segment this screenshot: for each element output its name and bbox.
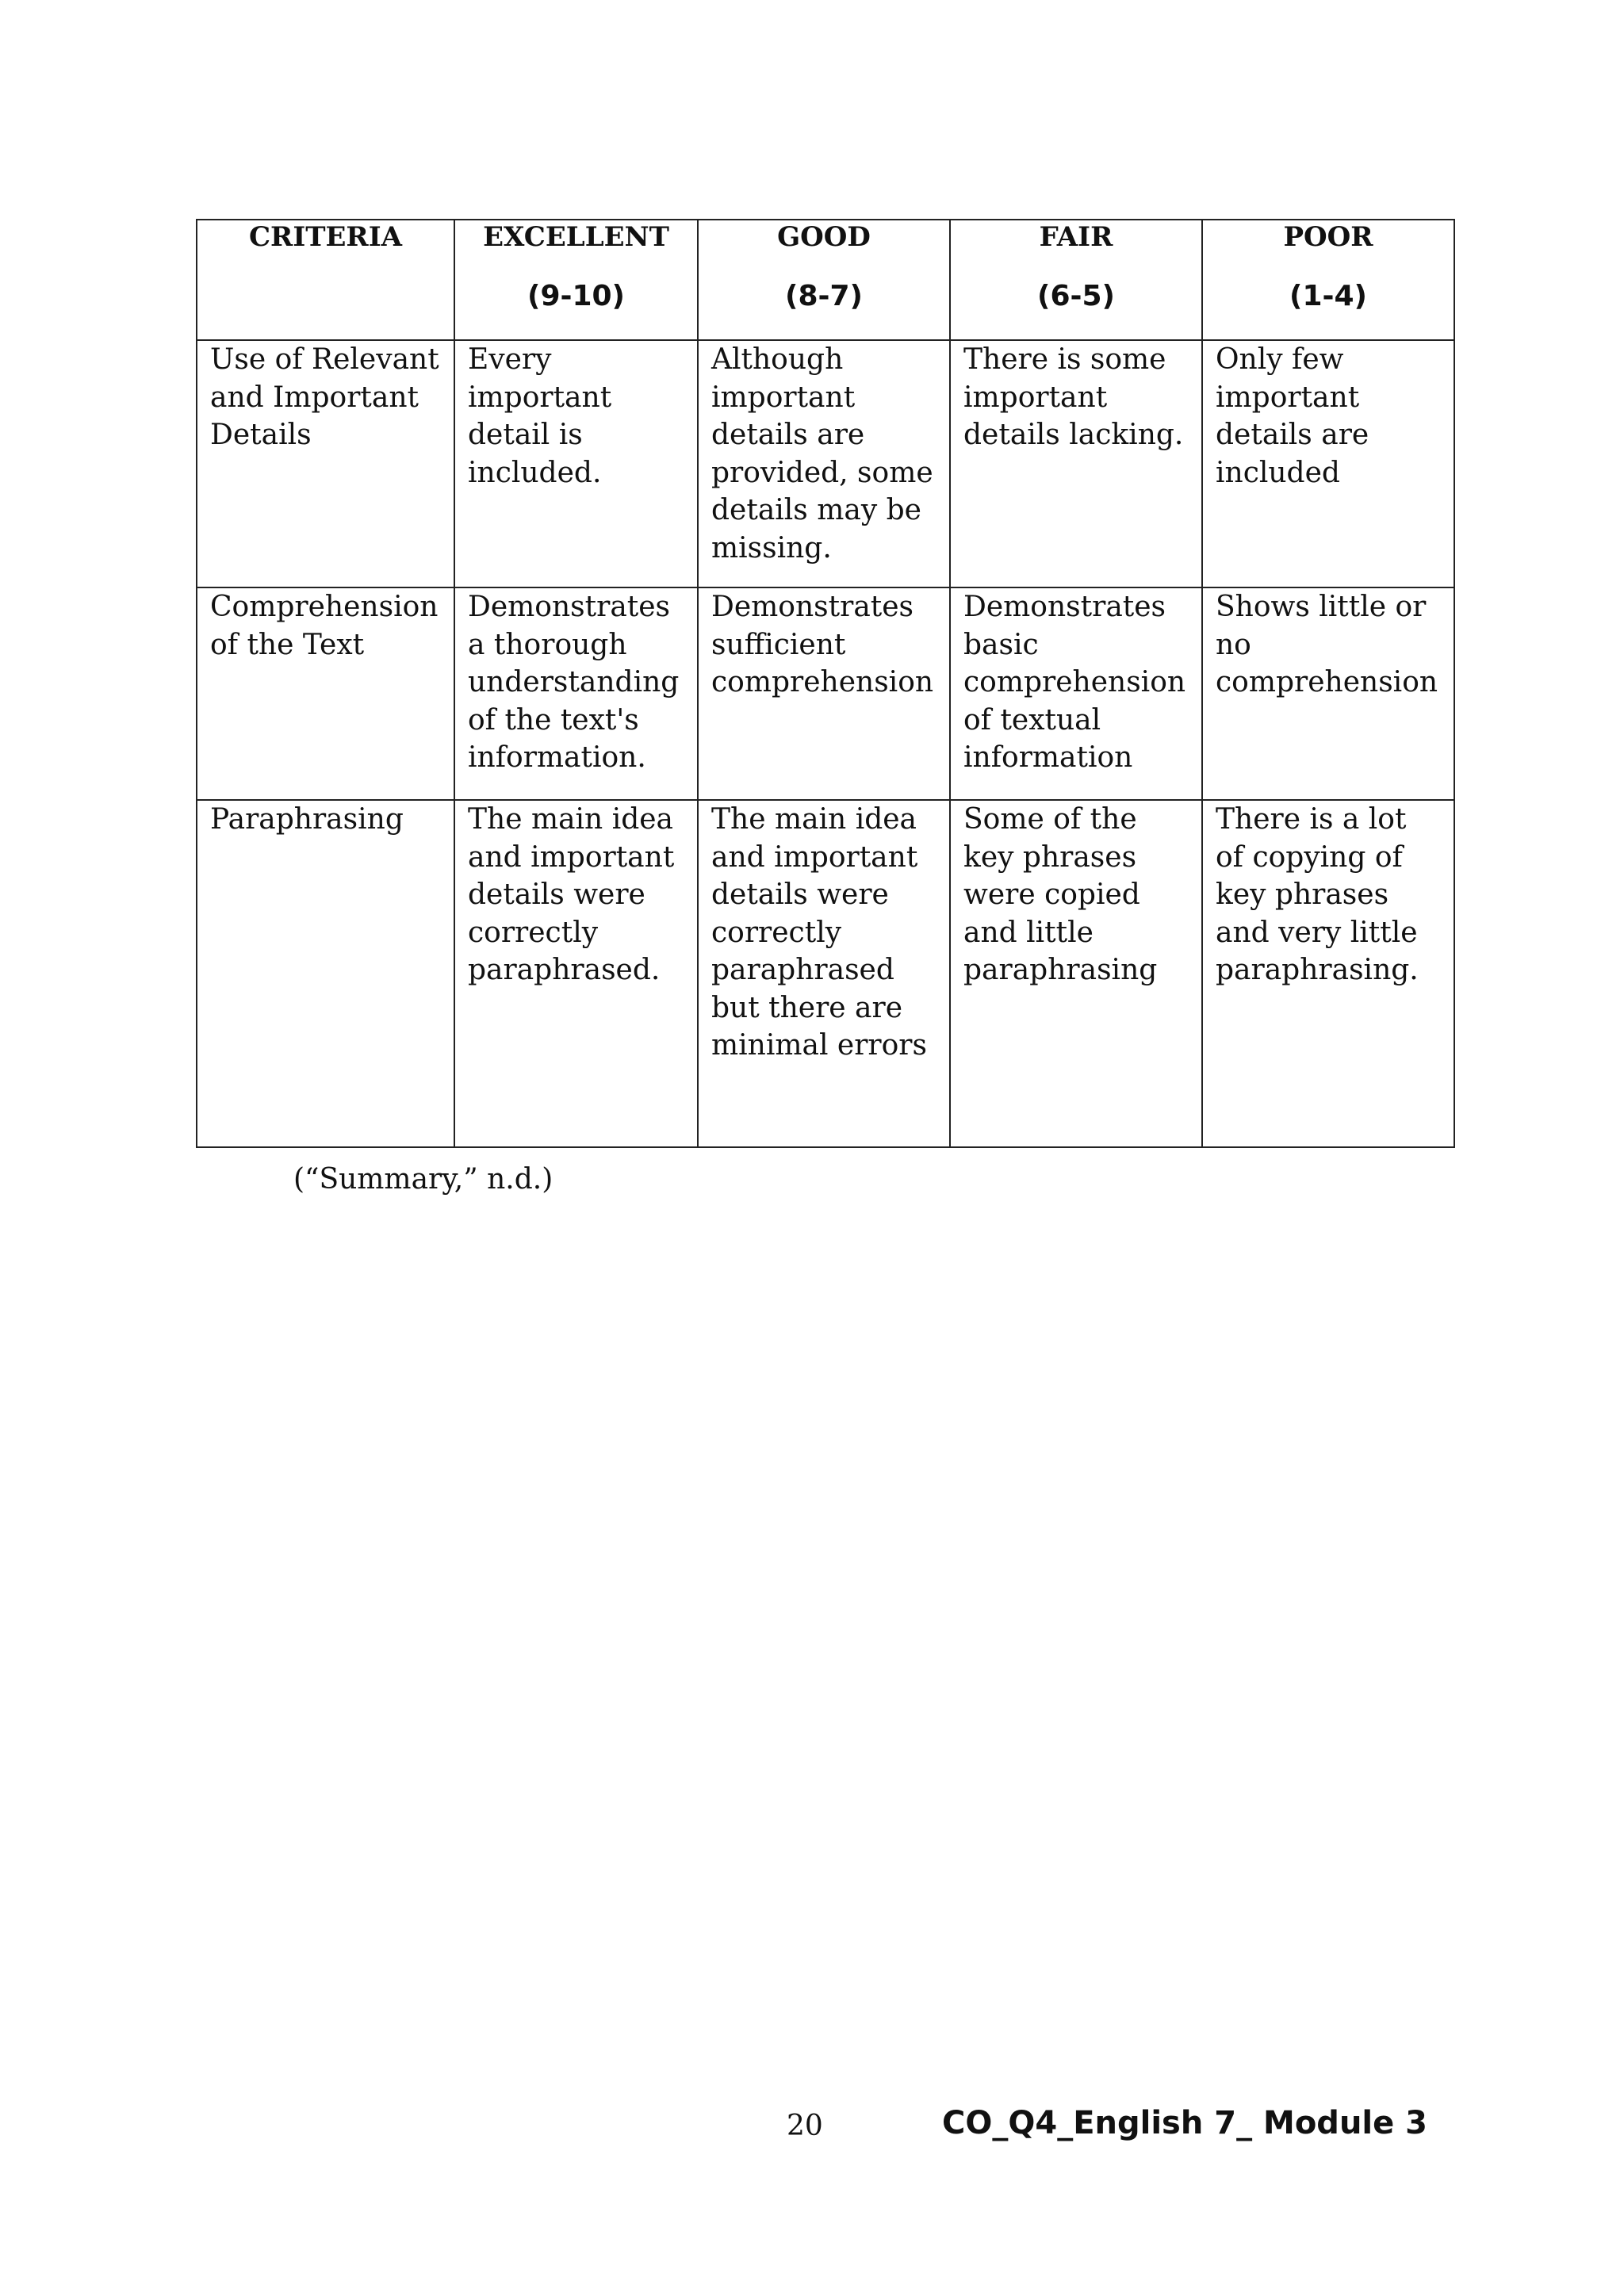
criterion-text: Paraphrasing [210,803,404,836]
header-label: FAIR [1039,221,1113,253]
good-cell [698,800,950,1147]
criterion-text: Use of Relevant and Important Details [210,343,439,451]
module-code: CO_Q4_English 7_ Module 3 [942,2105,1428,2141]
fair-text: Demonstrates basic comprehension of textual information [963,591,1186,774]
fair-cell [950,340,1202,587]
header-score-range: (6-5) [1037,280,1115,312]
fair-text: Some of the key phrases were copied and little paraphrasing [963,803,1158,986]
excellent-cell [454,800,698,1147]
header-excellent [454,220,698,340]
poor-cell [1202,587,1454,800]
criterion-text: Comprehension of the Text [210,591,439,661]
excellent-text: The main idea and important details were correctly paraphrased. [468,803,675,986]
poor-cell [1202,800,1454,1147]
header-label: EXCELLENT [483,221,669,253]
header-label: POOR [1283,221,1373,253]
fair-cell [950,587,1202,800]
header-score-range: (8-7) [785,280,863,312]
header-label: GOOD [777,221,871,253]
fair-cell [950,800,1202,1147]
rubric-row-comprehension [197,587,1454,800]
header-score-range: (9-10) [527,280,625,312]
excellent-cell [454,340,698,587]
criterion-cell [197,800,454,1147]
header-criteria [197,220,454,340]
criterion-cell [197,340,454,587]
good-text: Demonstrates sufficient comprehension [711,591,934,698]
header-label: CRITERIA [249,221,402,253]
excellent-text: Every important detail is included. [468,343,612,489]
good-text: Although important details are provided, some details may be missing. [711,343,933,564]
good-text: The main idea and important details were correctly paraphrased but there are minimal errors [711,803,927,1062]
poor-text: Only few important details are included [1216,343,1369,489]
excellent-cell [454,587,698,800]
poor-text: There is a lot of copying of key phrases and very little paraphrasing. [1216,803,1419,986]
header-fair [950,220,1202,340]
citation: (“Summary,” n.d.) [293,1163,553,1196]
header-poor [1202,220,1454,340]
criterion-cell [197,587,454,800]
poor-text: Shows little or no comprehension [1216,591,1438,698]
header-score-range: (1-4) [1289,280,1367,312]
rubric-row-paraphrasing [197,800,1454,1147]
good-cell [698,340,950,587]
page-number: 20 [787,2110,823,2142]
fair-text: There is some important details lacking. [963,343,1184,451]
rubric-row-relevant-details [197,340,1454,587]
rubric-table [196,219,1455,1148]
poor-cell [1202,340,1454,587]
header-good [698,220,950,340]
good-cell [698,587,950,800]
rubric-header-row [197,220,1454,340]
excellent-text: Demonstrates a thorough understanding of the text's information. [468,591,680,774]
